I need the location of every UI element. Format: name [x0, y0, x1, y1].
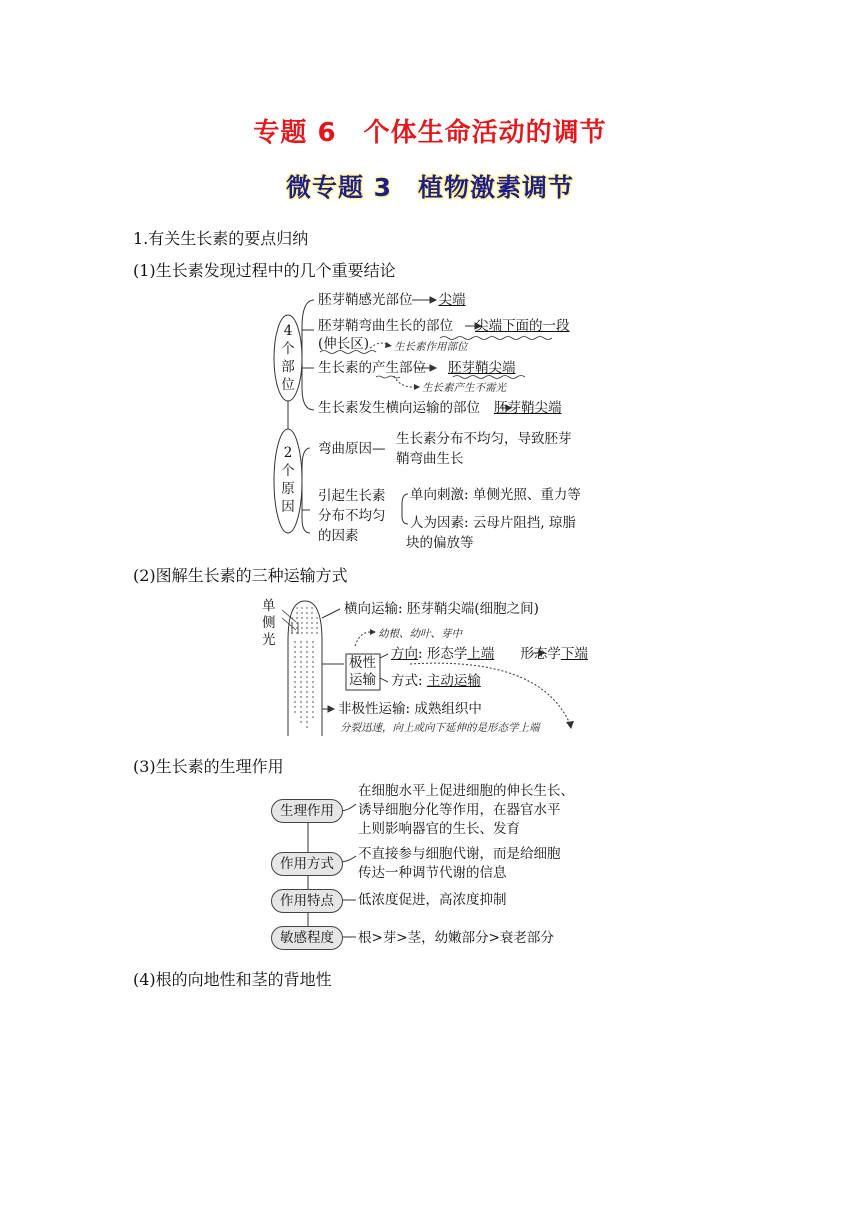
- reason-text: 生长素分布不均匀，导致胚芽: [396, 431, 572, 447]
- subsection-heading-4: (4)根的向地性和茎的背地性: [133, 970, 332, 989]
- section-subtitle: 微专题 3 植物激素调节: [285, 173, 575, 202]
- description-line: 低浓度促进，高浓度抑制: [358, 892, 507, 908]
- group-label-char: 个: [281, 463, 295, 479]
- subsection-heading-2: (2)图解生长素的三种运输方式: [133, 566, 348, 585]
- polar-box-label: 运输: [349, 672, 376, 688]
- group-label-char: 2: [283, 445, 293, 461]
- description-line: 传达一种调节代谢的信息: [358, 865, 507, 881]
- nonpolar-transport: 非极性运输: 成熟组织中: [338, 701, 482, 717]
- group-label-char: 原: [281, 481, 295, 497]
- light-label: 侧: [262, 615, 276, 631]
- line-text: (伸长区): [318, 336, 370, 352]
- line-text: 生长素发生横向运输的部位: [318, 400, 480, 416]
- line-text: 胚芽鞘弯曲生长的部位: [318, 318, 453, 334]
- pill-sensitivity: 敏感程度: [271, 926, 343, 950]
- handwritten-note: 幼根、幼叶、芽中: [378, 628, 462, 640]
- reason-label: 分布不均匀: [318, 508, 386, 524]
- group-label-char: 部: [281, 359, 295, 375]
- light-label: 光: [262, 632, 276, 648]
- group-label-char: 个: [281, 341, 295, 357]
- handwritten-note: 分裂迅速，向上或向下延伸的是形态学上端: [340, 722, 540, 734]
- direction-text: 上端: [467, 646, 495, 662]
- mode-label: 方式:: [391, 673, 427, 689]
- group-label-char: 因: [281, 499, 295, 515]
- direction-text: : 形态学: [418, 646, 468, 662]
- factor-text: 单向刺激: 单侧光照、重力等: [410, 487, 581, 503]
- description-line: 上则影响器官的生长、发育: [358, 821, 520, 837]
- line-text: 生长素的: [318, 360, 372, 376]
- conclusions-diagram: [270, 288, 610, 558]
- reason-label: 引起生长素: [318, 488, 386, 504]
- description-line: 诱导细胞分化等作用，在器官水平: [358, 802, 561, 818]
- handwritten-note: 生长素产生不需光: [422, 382, 506, 394]
- subsection-heading-3: (3)生长素的生理作用: [133, 757, 284, 776]
- polar-box-label: 极性: [349, 655, 376, 671]
- line-text: 胚芽鞘感光部位: [318, 292, 413, 308]
- reason-text: 鞘弯曲生长: [396, 451, 464, 467]
- line-answer: 尖端: [438, 292, 466, 308]
- pill-feature: 作用特点: [271, 889, 343, 913]
- line-answer: 胚芽鞘尖端: [448, 360, 516, 376]
- handwritten-note: 生长素作用部位: [394, 341, 468, 353]
- pill-physiology: 生理作用: [271, 799, 343, 823]
- physiology-diagram: [268, 782, 628, 952]
- direction-label: 方向: [391, 646, 418, 662]
- group-label-char: 位: [281, 377, 295, 393]
- factor-text: 块的偏放等: [406, 535, 474, 551]
- transport-diagram: [260, 596, 600, 742]
- description-line: 在细胞水平上促进细胞的伸长生长、: [358, 783, 574, 799]
- line-text: 产生: [372, 360, 399, 376]
- line-answer: 胚芽鞘尖端: [494, 400, 562, 416]
- lateral-transport: 横向运输: 胚芽鞘尖端(细胞之间): [344, 601, 539, 617]
- subsection-heading-1: (1)生长素发现过程中的几个重要结论: [133, 261, 396, 280]
- light-label: 单: [262, 598, 276, 614]
- direction-text: 下端: [560, 646, 588, 662]
- description-line: 根>芽>茎，幼嫩部分>衰老部分: [358, 930, 554, 946]
- pill-mode: 作用方式: [271, 852, 343, 876]
- group-label-char: 4: [283, 323, 293, 339]
- factor-text: 人为因素: 云母片阻挡, 琼脂: [410, 515, 576, 531]
- description-line: 不直接参与细胞代谢，而是给细胞: [358, 846, 561, 862]
- line-text: 部位: [399, 360, 426, 376]
- reason-label: 的因素: [318, 528, 359, 544]
- mode-text: 主动运输: [426, 673, 481, 689]
- section-heading: 1.有关生长素的要点归纳: [133, 229, 309, 248]
- line-answer: 尖端下面的一段: [475, 318, 570, 334]
- reason-label: 弯曲原因—: [318, 441, 386, 457]
- direction-text: 形态学: [520, 646, 561, 662]
- chapter-title: 专题 6 个体生命活动的调节: [253, 118, 607, 148]
